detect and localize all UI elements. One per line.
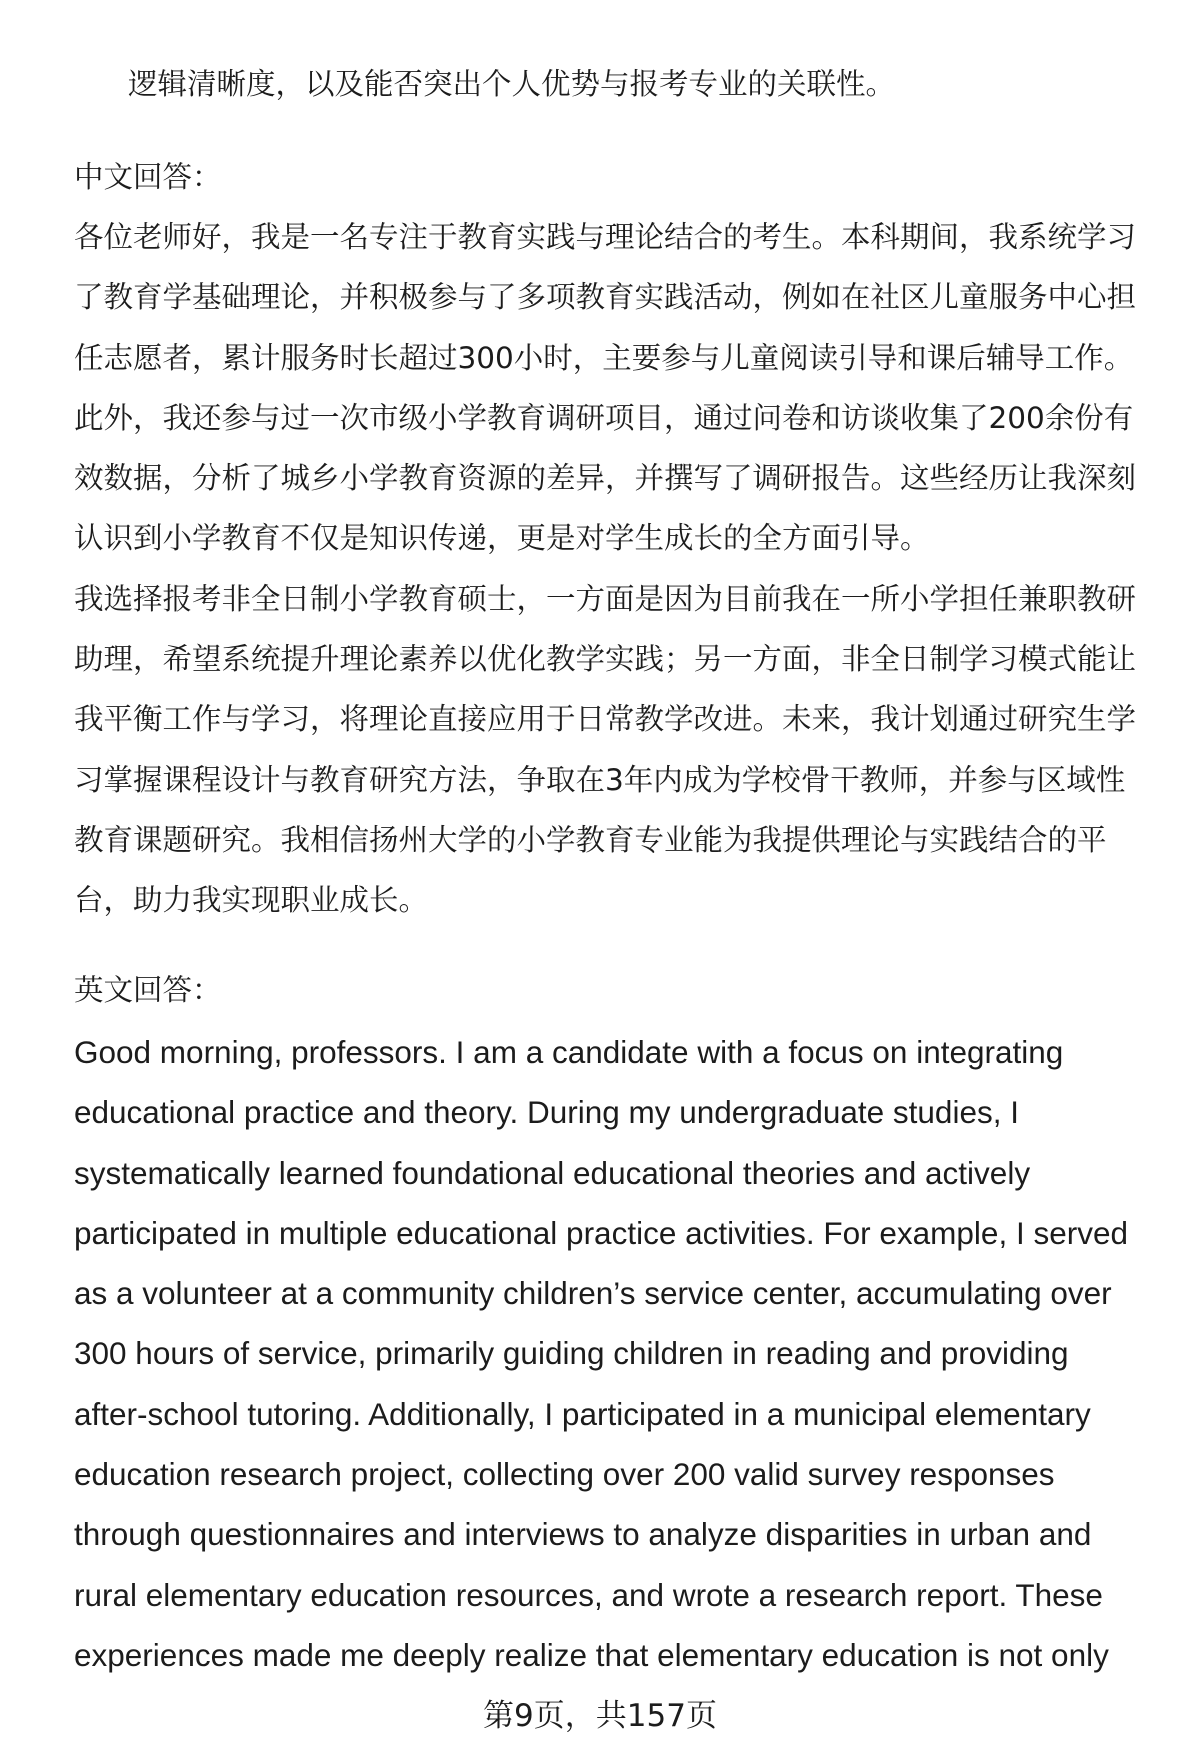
paragraph-line: 了教育学基础理论，并积极参与了多项教育实践活动，例如在社区儿童服务中心担 bbox=[74, 280, 1137, 315]
paragraph-line: 逻辑清晰度，以及能否突出个人优势与报考专业的关联性。 bbox=[128, 67, 896, 101]
paragraph-line: 认识到小学教育不仅是知识传递，更是对学生成长的全方面引导。 bbox=[74, 521, 930, 556]
paragraph-line: 各位老师好，我是一名专注于教育实践与理论结合的考生。本科期间，我系统学习 bbox=[74, 220, 1137, 254]
chinese-answer-body bbox=[74, 207, 1136, 931]
paragraph-line: Good morning, professors. I am a candidate with a focus on integrating bbox=[74, 1034, 1064, 1070]
paragraph-line: educational practice and theory. During my undergraduate studies, I bbox=[74, 1094, 1019, 1131]
paragraph-line: participated in multiple educational practice activities. For example, I served bbox=[74, 1214, 1129, 1251]
section-heading: 英文回答： bbox=[74, 973, 222, 1007]
paragraph-line: systematically learned foundational educational theories and actively bbox=[74, 1154, 1031, 1191]
paragraph-line: 台，助力我实现职业成长。 bbox=[74, 883, 429, 918]
english-answer-body bbox=[74, 1022, 1128, 1685]
paragraph-line: 我平衡工作与学习，将理论直接应用于日常教学改进。未来，我计划通过研究生学 bbox=[74, 702, 1137, 737]
paragraph-line: 效数据，分析了城乡小学教育资源的差异，并撰写了调研报告。这些经历让我深刻 bbox=[74, 461, 1137, 496]
paragraph-line: 任志愿者，累计服务时长超过300小时，主要参与儿童阅读引导和课后辅导工作。 bbox=[74, 340, 1134, 375]
paragraph-line: 习掌握课程设计与教育研究方法，争取在3年内成为学校骨干教师，并参与区域性 bbox=[74, 762, 1126, 797]
page-number-footer: 第9页，共157页 bbox=[483, 1698, 717, 1734]
chinese-answer-heading bbox=[74, 147, 222, 207]
english-answer-heading bbox=[74, 960, 222, 1020]
paragraph-line: experiences made me deeply realize that elementary education is not only bbox=[74, 1636, 1109, 1673]
paragraph-line: 我选择报考非全日制小学教育硕士，一方面是因为目前我在一所小学担任兼职教研 bbox=[74, 581, 1137, 616]
paragraph-line: 教育课题研究。我相信扬州大学的小学教育专业能为我提供理论与实践结合的平 bbox=[74, 822, 1107, 857]
paragraph-line: 助理，希望系统提升理论素养以优化教学实践；另一方面，非全日制学习模式能让 bbox=[74, 642, 1137, 677]
section-heading: 中文回答： bbox=[74, 160, 222, 194]
paragraph-line: 此外，我还参与过一次市级小学教育调研项目，通过问卷和访谈收集了200余份有 bbox=[74, 400, 1134, 435]
paragraph-line: as a volunteer at a community children’s service center, accumulating over bbox=[74, 1275, 1112, 1312]
paragraph-line: education research project, collecting over 200 valid survey responses bbox=[74, 1456, 1055, 1493]
paragraph-line: through questionnaires and interviews to analyze disparities in urban and bbox=[74, 1516, 1092, 1553]
paragraph-line: rural elementary education resources, and wrote a research report. These bbox=[74, 1576, 1103, 1613]
paragraph-line: 300 hours of service, primarily guiding children in reading and providing bbox=[74, 1335, 1069, 1372]
continuation-paragraph bbox=[128, 54, 895, 114]
paragraph-line: after-school tutoring. Additionally, I participated in a municipal elementary bbox=[74, 1395, 1091, 1432]
